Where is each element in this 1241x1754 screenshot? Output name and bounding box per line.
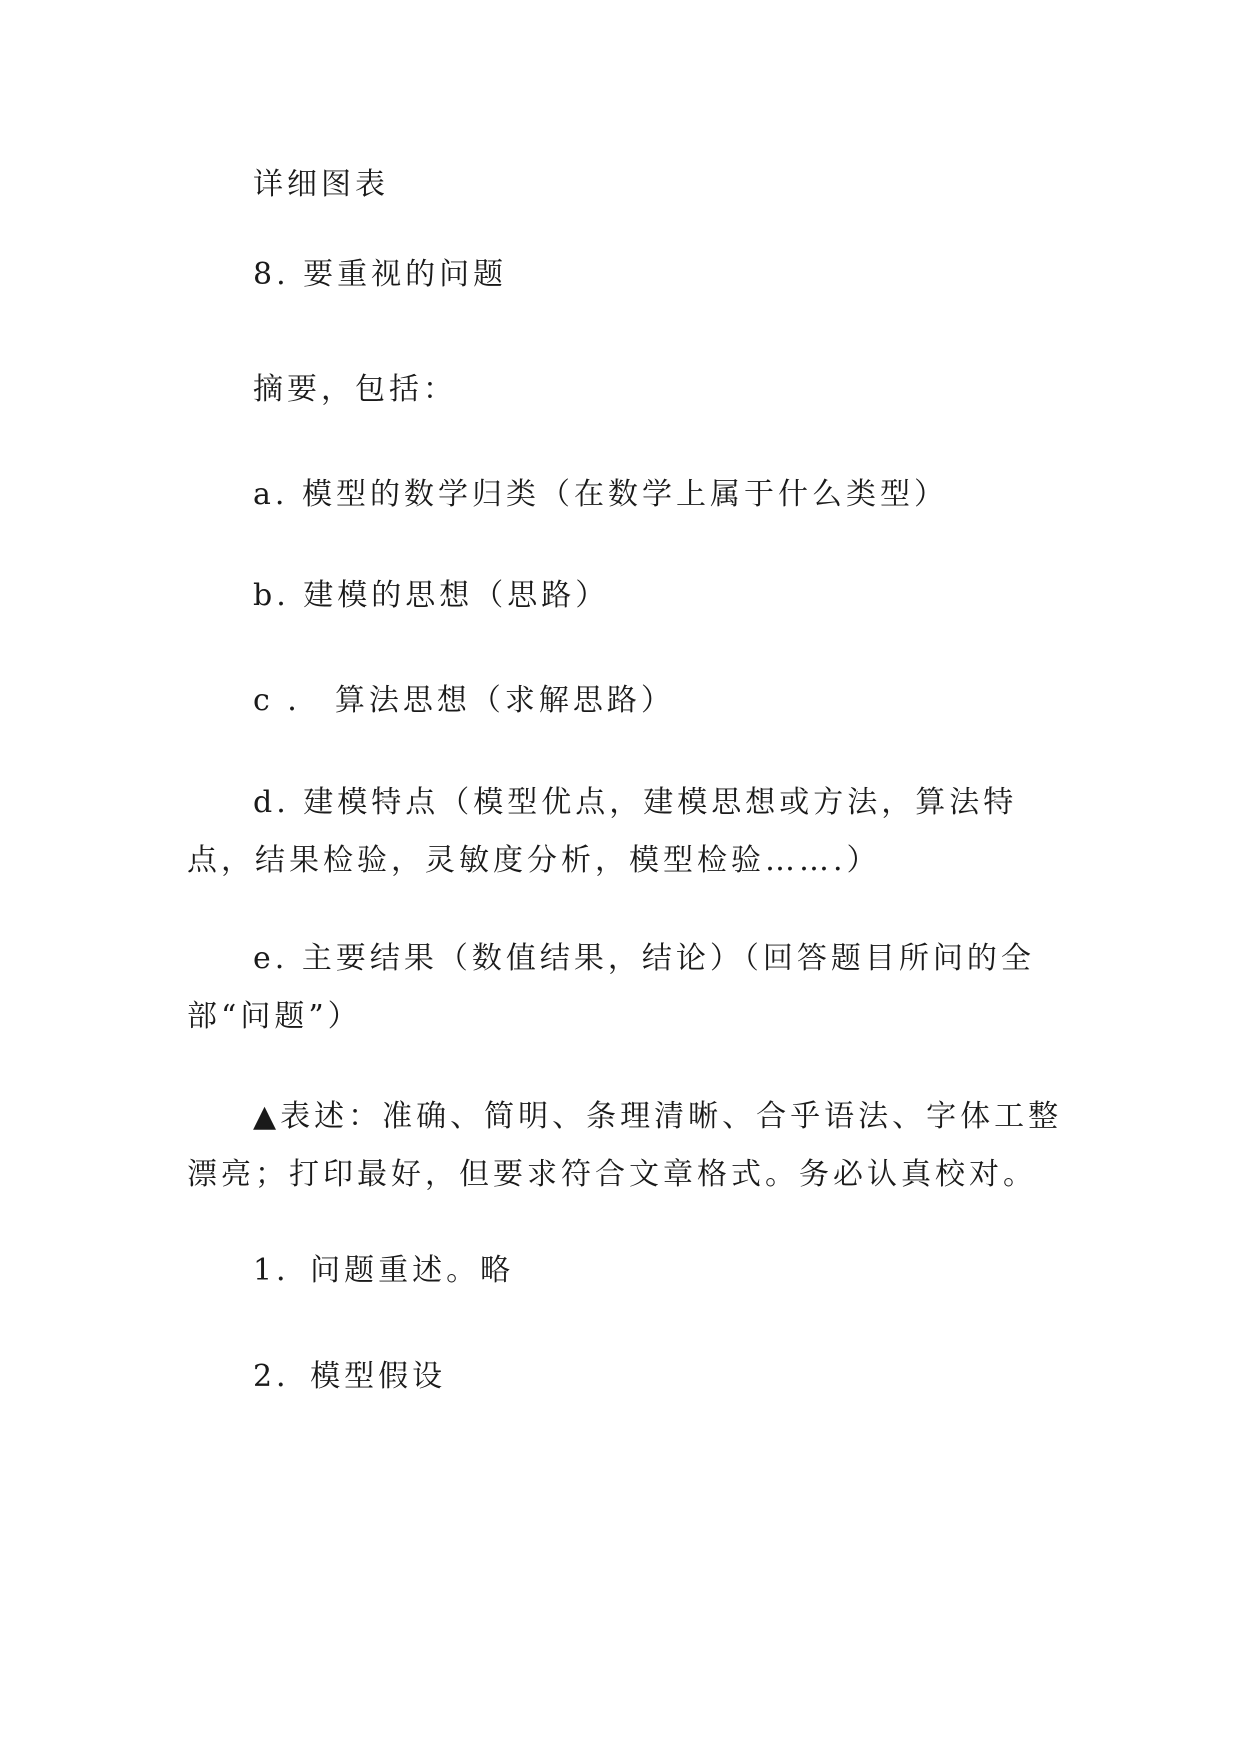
paragraph-abstract-intro: 摘要，包括： <box>253 372 457 407</box>
paragraph-item-e: e. 主要结果（数值结果，结论）（回答题目所问的全部“问题”） <box>187 941 1035 1034</box>
paragraph-item-c: c ． 算法思想（求解思路） <box>253 683 675 718</box>
paragraph-item-b: b. 建模的思想（思路） <box>253 578 610 613</box>
paragraph-expression-requirements: ▲表述：准确、简明、条理清晰、合乎语法、字体工整漂亮；打印最好，但要求符合文章格式。务必认真校对。 <box>187 1099 1063 1192</box>
paragraph-item-d: d. 建模特点（模型优点，建模思想或方法，算法特点，结果检验，灵敏度分析，模型检验…….） <box>187 785 1018 878</box>
paragraph-item-a: a. 模型的数学归类（在数学上属于什么类型） <box>253 477 948 512</box>
paragraph-section-8-heading: 8. 要重视的问题 <box>253 257 508 292</box>
paragraph-detailed-charts: 详细图表 <box>253 167 389 202</box>
paragraph-model-assumptions: 2．模型假设 <box>253 1359 447 1394</box>
paragraph-problem-restatement: 1．问题重述。略 <box>253 1253 515 1288</box>
